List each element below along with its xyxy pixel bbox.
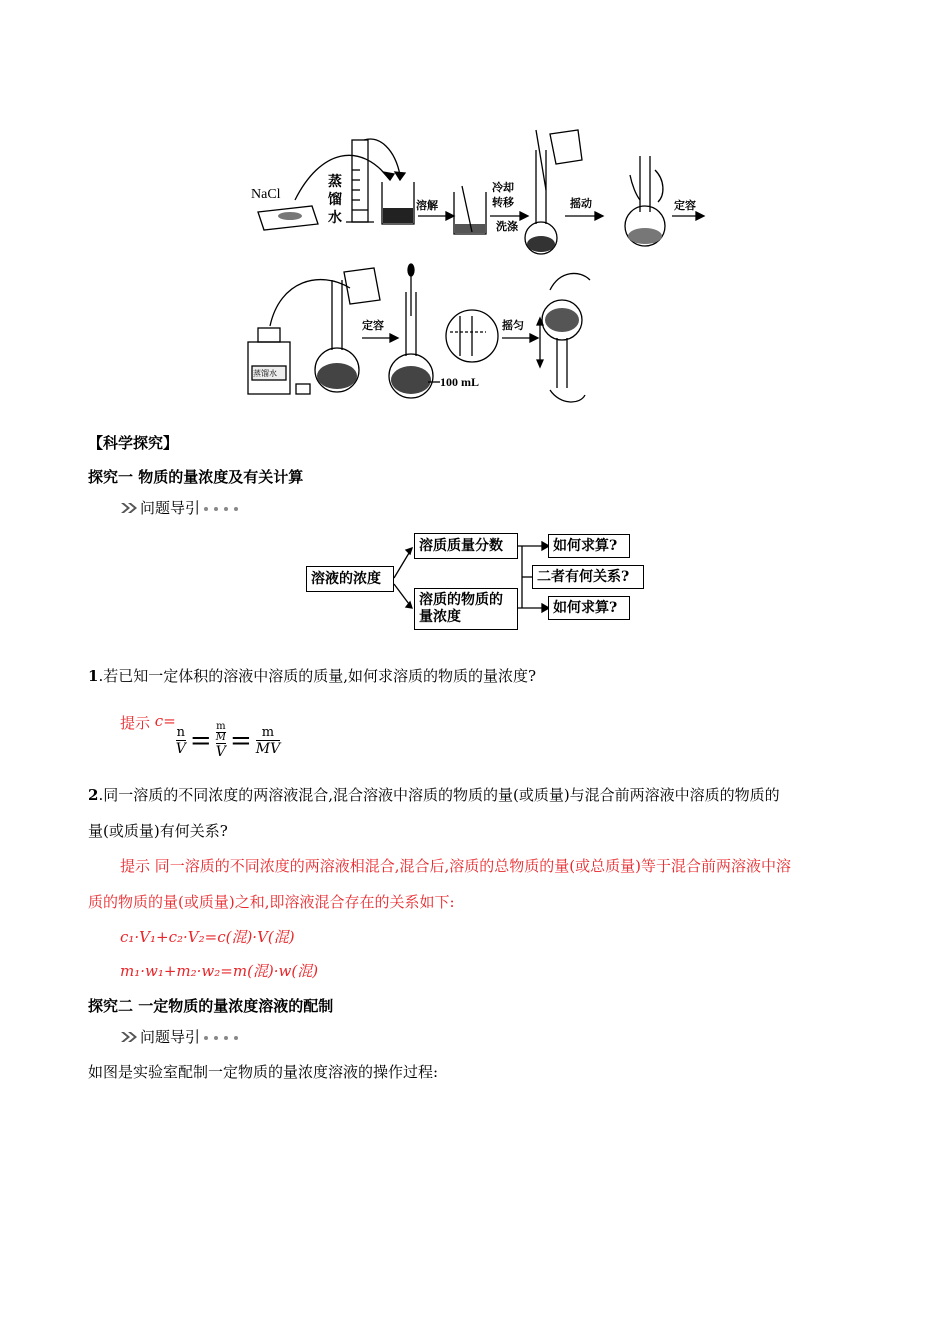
inquiry2-guide xyxy=(120,1027,238,1047)
solution-preparation-figure xyxy=(240,120,710,410)
hint1-formula xyxy=(120,712,280,760)
step-dissolve-label: 溶解 xyxy=(416,199,438,212)
step-fix-volume-label-2: 定容 xyxy=(362,319,384,332)
hint2-line2: 质的物质的量(或质量)之和,即溶液混合存在的关系如下: xyxy=(88,893,455,911)
concept-branch-bottom-box xyxy=(414,588,518,630)
guide-label: 问题导引 xyxy=(140,499,201,517)
concept-map xyxy=(300,528,650,638)
concept-branch-bottom-line1: 溶质的物质的 xyxy=(419,592,503,608)
nacl-label: NaCl xyxy=(251,187,281,202)
hint1-frac1 xyxy=(176,726,186,757)
step-fix-volume-label-1: 定容 xyxy=(674,199,696,212)
concept-q-top-label: 如何求算? xyxy=(553,537,618,554)
question2-text-line1: .同一溶质的不同浓度的两溶液混合,混合溶液中溶质的物质的量(或质量)与混合前两溶液中溶质的物质的 xyxy=(98,786,780,804)
question1-text: .若已知一定体积的溶液中溶质的质量,如何求溶质的物质的量浓度? xyxy=(98,667,537,685)
question2-line2: 量(或质量)有何关系? xyxy=(88,822,228,840)
bottle-label: 蒸馏水 xyxy=(253,369,277,378)
concept-q-mid-label: 二者有何关系? xyxy=(537,568,630,585)
concept-q-top-box xyxy=(548,534,630,558)
step-mix-label: 摇匀 xyxy=(502,319,524,332)
question2-number: 2 xyxy=(88,786,99,804)
step-shake-label: 摇动 xyxy=(570,197,592,210)
hint1-frac1-num: n xyxy=(176,724,186,740)
double-chevron-icon xyxy=(120,1031,138,1043)
concept-q-bottom-label: 如何求算? xyxy=(553,599,618,616)
flask-volume-label: 100 mL xyxy=(440,375,479,389)
step-cool-label: 冷却 xyxy=(492,181,514,194)
inquiry1-title: 探究一 物质的量浓度及有关计算 xyxy=(88,468,304,486)
hint1-frac3-den: MV xyxy=(255,740,281,757)
dots-icon xyxy=(202,504,238,512)
hint2-line1: 提示 同一溶质的不同浓度的两溶液相混合,混合后,溶质的总物质的量(或总质量)等于混合前两溶液中溶 xyxy=(120,857,792,875)
question2-line1 xyxy=(88,785,780,805)
concept-q-bottom-box xyxy=(548,596,630,620)
hint1-var-c: c xyxy=(154,712,164,730)
hint1-frac2-num-bottom: M xyxy=(215,732,226,743)
hint1-frac1-den: V xyxy=(175,740,186,757)
hint2-formula2: m₁·w₁+m₂·w₂=m(混)·w(混) xyxy=(120,962,319,980)
inquiry2-title: 探究二 一定物质的量浓度溶液的配制 xyxy=(88,997,334,1015)
double-chevron-icon xyxy=(120,502,138,514)
step-wash-label: 洗涤 xyxy=(496,220,518,233)
water-char-2: 馏 xyxy=(328,192,342,208)
hint1-frac3-num: m xyxy=(261,724,275,740)
inquiry1-guide xyxy=(120,498,238,518)
concept-branch-top-box xyxy=(414,533,518,559)
hint1-frac2 xyxy=(216,722,226,760)
concept-branch-top-label: 溶质质量分数 xyxy=(419,537,503,554)
guide-label: 问题导引 xyxy=(140,1028,201,1046)
hint2-formula1: c₁·V₁+c₂·V₂=c(混)·V(混) xyxy=(120,928,295,946)
water-char-1: 蒸 xyxy=(328,174,342,190)
question1 xyxy=(88,666,536,686)
step-transfer-label: 转移 xyxy=(492,196,514,209)
hint1-eq-0: = xyxy=(163,712,176,730)
hint1-eq-1: = xyxy=(189,726,212,756)
hint1-prefix: 提示 xyxy=(120,714,155,732)
concept-q-mid-box xyxy=(532,565,644,589)
hint1-frac2-num-top: m xyxy=(216,721,226,732)
concept-branch-bottom-line2: 量浓度 xyxy=(419,609,461,625)
water-char-3: 水 xyxy=(328,210,342,226)
dots-icon xyxy=(202,1033,238,1041)
inquiry2-intro: 如图是实验室配制一定物质的量浓度溶液的操作过程: xyxy=(88,1063,439,1081)
section-heading: 【科学探究】 xyxy=(88,434,179,452)
hint1-frac3 xyxy=(256,726,280,757)
concept-root-label: 溶液的浓度 xyxy=(311,570,381,587)
hint1-frac2-den: V xyxy=(215,744,226,760)
question1-number: 1 xyxy=(88,667,99,685)
concept-root-box xyxy=(306,566,394,592)
hint1-eq-2: = xyxy=(229,726,252,756)
